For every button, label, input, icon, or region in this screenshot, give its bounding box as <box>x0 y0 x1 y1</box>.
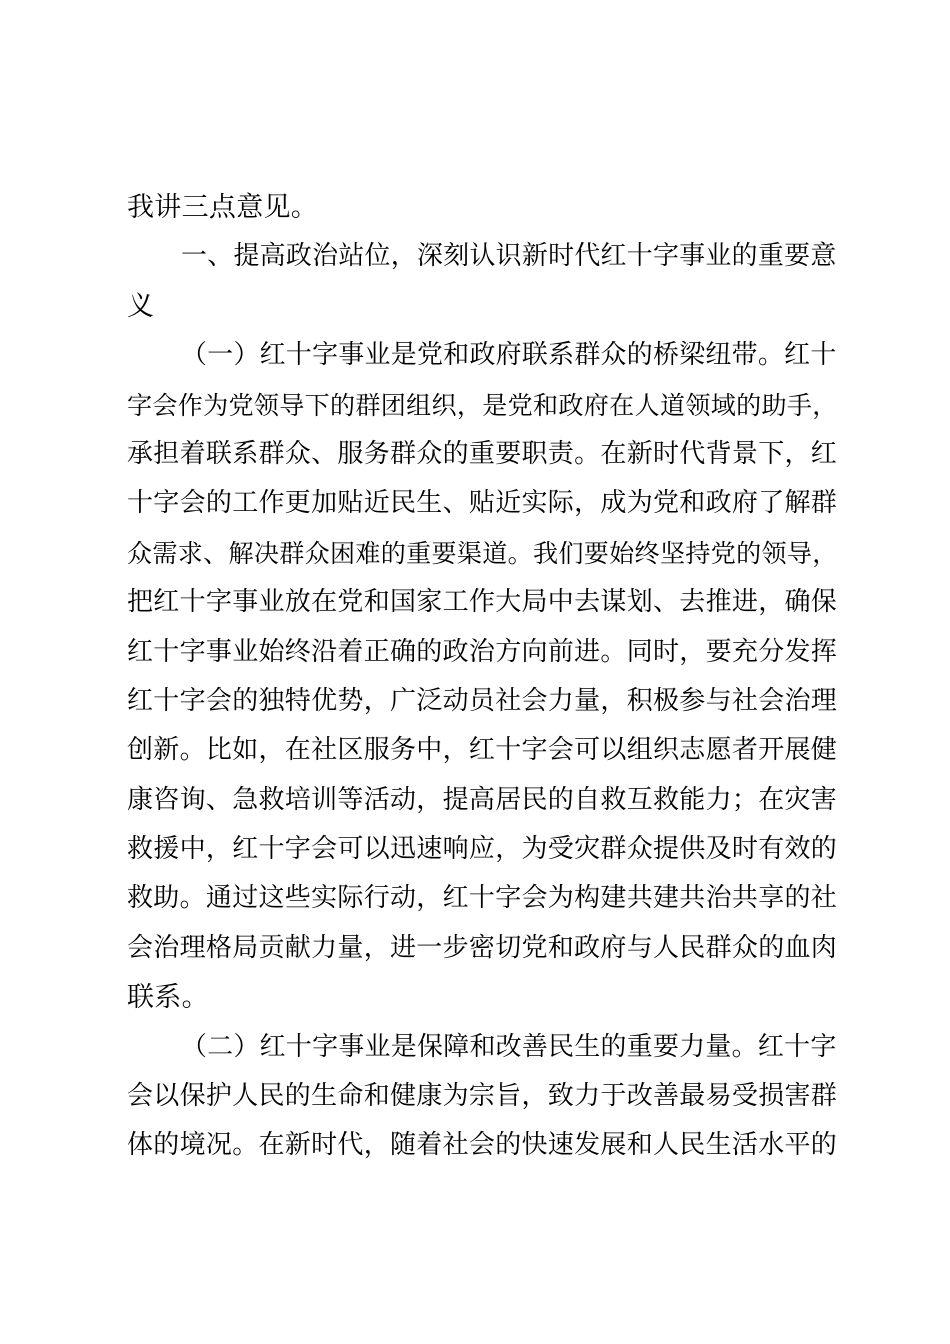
paragraph-line: 红十字事业始终沿着正确的政治方向前进。同时，要充分发挥 <box>127 636 838 667</box>
paragraph-line: 字会作为党领导下的群团组织，是党和政府在人道领域的助手， <box>127 390 838 420</box>
paragraph-line: 承担着联系群众、服务群众的重要职责。在新时代背景下，红 <box>127 438 838 469</box>
document-body <box>127 183 837 1171</box>
paragraph-line: 把红十字事业放在党和国家工作大局中去谋划、去推进，确保 <box>127 587 838 618</box>
paragraph-line: （二）红十字事业是保障和改善民生的重要力量。红十字 <box>181 1031 837 1062</box>
paragraph-line: 创新。比如，在社区服务中，红十字会可以组织志愿者开展健 <box>127 735 838 766</box>
paragraph-line: 救助。通过这些实际行动，红十字会为构建共建共治共享的社 <box>127 883 838 914</box>
text-line: 我讲三点意见。 <box>127 192 319 223</box>
paragraph-line: 十字会的工作更加贴近民生、贴近实际，成为党和政府了解群 <box>127 488 838 519</box>
paragraph-line: 红十字会的独特优势，广泛动员社会力量，积极参与社会治理 <box>127 685 838 716</box>
paragraph-line: 体的境况。在新时代，随着社会的快速发展和人民生活水平的 <box>127 1130 838 1161</box>
paragraph-line: 会治理格局贡献力量，进一步密切党和政府与人民群众的血肉 <box>127 932 838 963</box>
section-heading-line: 义 <box>127 290 155 322</box>
paragraph-line: 会以保护人民的生命和健康为宗旨，致力于改善最易受损害群 <box>127 1081 838 1112</box>
paragraph-line: 众需求、解决群众困难的重要渠道。我们要始终坚持党的领导， <box>127 538 838 568</box>
paragraph-line: （一）红十字事业是党和政府联系群众的桥梁纽带。红十 <box>181 340 837 371</box>
section-heading-line: 一、提高政治站位，深刻认识新时代红十字事业的重要意 <box>181 241 837 272</box>
paragraph-line: 康咨询、急救培训等活动，提高居民的自救互救能力；在灾害 <box>127 784 838 815</box>
paragraph-line: 联系。 <box>127 982 209 1014</box>
paragraph-line: 救援中，红十字会可以迅速响应，为受灾群众提供及时有效的 <box>127 834 838 865</box>
